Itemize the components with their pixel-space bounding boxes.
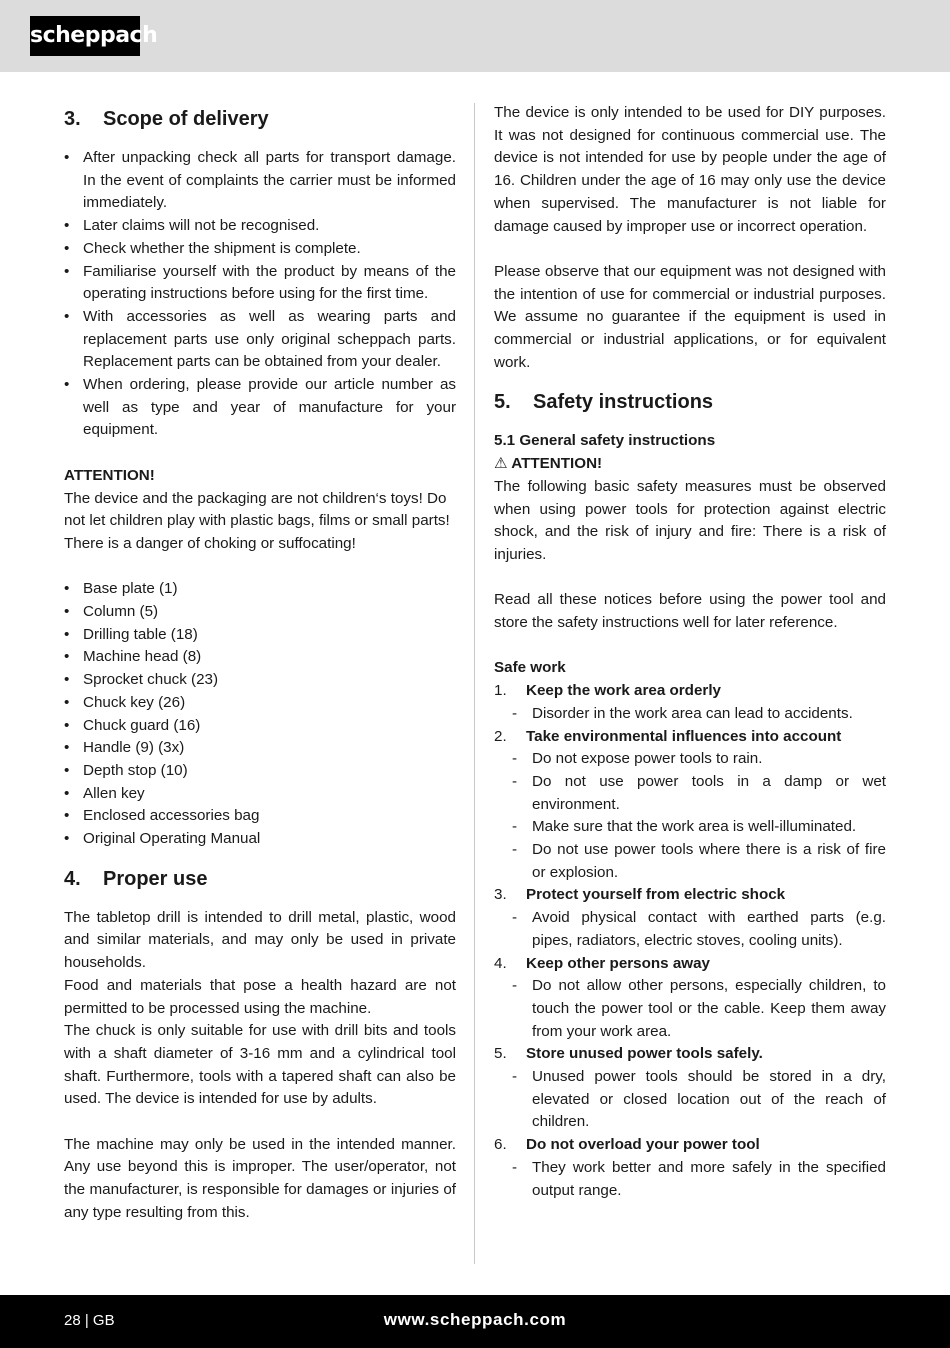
header-band	[0, 0, 950, 72]
list-item: • Original Operating Manual	[64, 828, 456, 851]
list-item: - Unused power tools should be stored in a dry, elevated or closed location out of the reach of children.	[494, 1066, 886, 1134]
list-item: 6. Do not overload your power tool - They work better and more safely in the specified output range.	[494, 1134, 886, 1202]
list-item: - Do not use power tools where there is a risk of fire or explosion.	[494, 839, 886, 884]
list-item: • Chuck guard (16)	[64, 715, 456, 738]
list-item: • Depth stop (10)	[64, 760, 456, 783]
paragraph: Please observe that our equipment was not designed with the intention of use for commercial or industrial purposes. We assume no guarantee if the equipment is used in commercial or industrial applications, or for equivalent work.	[494, 262, 886, 371]
list-item: • Machine head (8)	[64, 646, 456, 669]
attention-text: The device and the packaging are not children‘s toys! Do not let children play with plastic bags, films or small parts! There is a danger of choking or suffocating!	[64, 489, 450, 552]
list-item: - Do not expose power tools to rain.	[494, 748, 886, 771]
page-number: 28 | GB	[64, 1312, 115, 1329]
section-3-title: 3. Scope of delivery	[64, 108, 269, 130]
list-item: • Drilling table (18)	[64, 624, 456, 647]
website-url: www.scheppach.com	[383, 1310, 567, 1329]
footer-bar	[0, 1295, 950, 1348]
list-item: 5. Store unused power tools safely. - Unused power tools should be stored in a dry, elevated or closed location out of the reach of children.	[494, 1043, 886, 1134]
paragraph: Read all these notices before using the power tool and store the safety instructions well for later reference.	[494, 591, 886, 632]
list-item: • Column (5)	[64, 601, 456, 624]
list-item: 4. Keep other persons away - Do not allow other persons, especially children, to touch the power tool or the cable. Keep them away from your work area.	[494, 953, 886, 1044]
attention-heading: ATTENTION!	[64, 466, 155, 484]
scheppach-logo: scheppach	[30, 16, 140, 56]
list-item: • Later claims will not be recognised.	[64, 215, 456, 238]
list-item: 2. Take environmental influences into account - Do not expose power tools to rain. - Do not use power tools in a damp or wet environment. - Make sure that the work area is well-illuminated. - Do not use power tools where there is a risk of fire or explosion.	[494, 726, 886, 885]
parts-list	[64, 578, 456, 850]
list-item: • After unpacking check all parts for transport damage. In the event of complaints the carrier must be informed immediately.	[64, 147, 456, 215]
right-column	[494, 102, 886, 1202]
paragraph: The following basic safety measures must be observed when using power tools for protection against electric shock, and the risk of injury and fire: There is a risk of injuries.	[494, 477, 886, 563]
list-item: • Familiarise yourself with the product by means of the operating instructions before using for the first time.	[64, 261, 456, 306]
paragraph: The tabletop drill is intended to drill metal, plastic, wood and similar materials, and may only be used in private households.	[64, 908, 456, 972]
list-item: - Do not use power tools in a damp or wet environment.	[494, 771, 886, 816]
list-item: 1. Keep the work area orderly - Disorder in the work area can lead to accidents.	[494, 680, 886, 725]
list-item: • With accessories as well as wearing parts and replacement parts use only original scheppach parts. Replacement parts can be obtained from your dealer.	[64, 306, 456, 374]
safety-rules-list	[494, 680, 886, 1202]
list-item: - Avoid physical contact with earthed parts (e.g. pipes, radiators, electric stoves, cooling units).	[494, 907, 886, 952]
list-item: • When ordering, please provide our article number as well as type and year of manufacture for your equipment.	[64, 374, 456, 442]
list-item: - Make sure that the work area is well-illuminated.	[494, 816, 886, 839]
list-item: • Allen key	[64, 783, 456, 806]
list-item: • Base plate (1)	[64, 578, 456, 601]
list-item: 3. Protect yourself from electric shock - Avoid physical contact with earthed parts (e.g. pipes, radiators, electric stoves, cooling units).	[494, 884, 886, 952]
list-item: • Sprocket chuck (23)	[64, 669, 456, 692]
section-5-title: 5. Safety instructions	[494, 391, 714, 414]
safe-work-heading: Safe work	[494, 659, 566, 677]
list-item: - Do not allow other persons, especially children, to touch the power tool or the cable. Keep them away from your work area.	[494, 975, 886, 1043]
list-item: - Disorder in the work area can lead to accidents.	[494, 703, 886, 726]
column-divider	[474, 103, 475, 1264]
section-4-title: 4. Proper use	[64, 867, 208, 890]
list-item: • Chuck key (26)	[64, 692, 456, 715]
paragraph: The device is only intended to be used for DIY purposes. It was not designed for continuous commercial use. The device is not intended for use by people under the age of 16. Children under the age of 16 may only use the device when supervised. The manufacturer is not liable for damage caused by improper use or incorrect operation.	[494, 104, 886, 235]
list-item: • Enclosed accessories bag	[64, 805, 456, 828]
paragraph: The machine may only be used in the intended manner. Any use beyond this is improper. The user/operator, not the manufacturer, is responsible for damages or injuries of any type resulting from this.	[64, 1135, 456, 1221]
list-item: • Check whether the shipment is complete.	[64, 238, 456, 261]
list-item: - They work better and more safely in the specified output range.	[494, 1157, 886, 1202]
left-column	[64, 102, 456, 1225]
paragraph: The chuck is only suitable for use with drill bits and tools with a shaft diameter of 3-16 mm and a cylindrical tool shaft. Furthermore, tools with a tapered shaft can also be used. The device is intended for use by adults.	[64, 1022, 456, 1108]
attention-heading: ⚠ ATTENTION!	[494, 455, 603, 473]
subsection-heading: 5.1 General safety instructions	[494, 432, 716, 450]
list-item: • Handle (9) (3x)	[64, 737, 456, 760]
paragraph: Food and materials that pose a health hazard are not permitted to be processed using the machine.	[64, 976, 456, 1017]
scope-bullet-list	[64, 147, 456, 442]
